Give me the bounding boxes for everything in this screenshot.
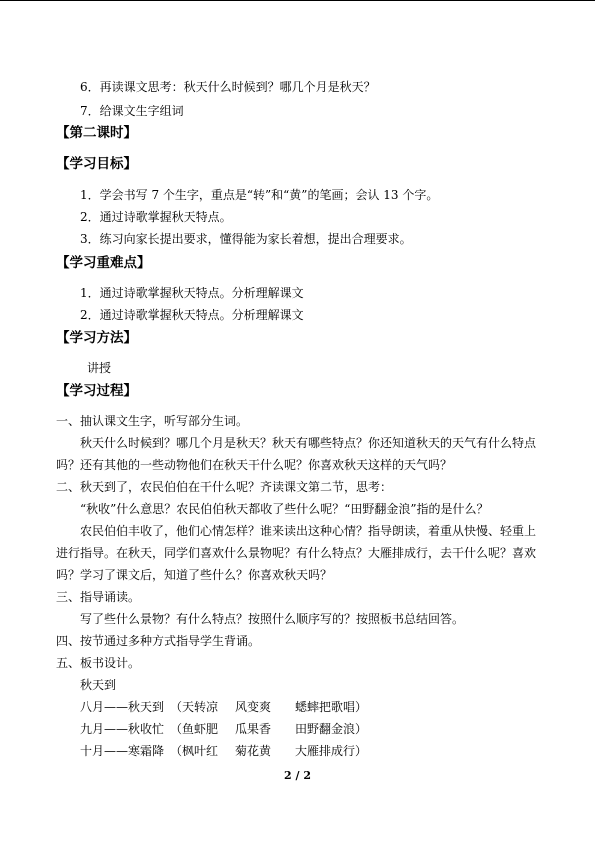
process-line: “秋收”什么意思？农民伯伯秋天都收了些什么呢？“田野翻金浪”指的是什么？ [80, 502, 489, 516]
board-cell: （鱼虾肥 [170, 722, 219, 736]
board-cell: 风变爽 [235, 700, 272, 714]
process-line: 四、按节通过多种方式指导学生背诵。 [56, 634, 261, 648]
process-line: 吗？还有其他的一些动物他们在秋天干什么呢？你喜欢秋天这样的天气吗？ [56, 458, 453, 472]
process-line: 一、抽认课文生字，听写部分生词。 [56, 414, 249, 428]
objective-item: 2．通过诗歌掌握秋天特点。 [80, 210, 232, 224]
section-heading-objectives: 【学习目标】 [56, 156, 137, 172]
board-cell: （枫叶红 [170, 744, 219, 758]
board-month: 九月——秋收忙 [80, 722, 165, 736]
section-heading-key-points: 【学习重难点】 [56, 255, 151, 271]
page-number: 2 / 2 [284, 769, 311, 782]
process-line: 秋天什么时候到？哪几个月是秋天？秋天有哪些特点？你还知道秋天的天气有什么特点 [80, 436, 537, 450]
board-month: 十月——寒霜降 [80, 744, 165, 758]
board-cell: 田野翻金浪） [295, 722, 368, 736]
key-point-item: 1．通过诗歌掌握秋天特点。分析理解课文 [80, 286, 304, 300]
objective-item: 1．学会书写 7 个生字，重点是“转”和“黄”的笔画；会认 13 个字。 [80, 188, 439, 202]
process-line: 二、秋天到了，农民伯伯在干什么呢？齐读课文第二节，思考： [56, 480, 393, 494]
section-heading-lesson2: 【第二课时】 [56, 125, 137, 141]
process-line: 吗？学习了课文后，知道了些什么？你喜欢秋天吗？ [56, 568, 333, 582]
process-line: 五、板书设计。 [56, 656, 141, 670]
methods-text: 讲授 [87, 361, 112, 375]
board-cell: 瓜果香 [235, 722, 272, 736]
key-point-item: 2．通过诗歌掌握秋天特点。分析理解课文 [80, 308, 304, 322]
board-cell: （天转凉 [170, 700, 219, 714]
board-cell: 蟋蟀把歌唱） [295, 700, 368, 714]
process-line: 进行指导。在秋天，同学们喜欢什么景物呢？有什么特点？大雁排成行，去干什么呢？喜欢 [56, 546, 537, 560]
list-item: 6．再读课文思考：秋天什么时候到？哪几个月是秋天？ [80, 80, 376, 94]
board-cell: 菊花黄 [235, 744, 272, 758]
board-title: 秋天到 [80, 678, 117, 692]
board-cell: 大雁排成行） [295, 744, 368, 758]
list-item: 7．给课文生字组词 [80, 104, 184, 118]
objective-item: 3．练习向家长提出要求，懂得能为家长着想，提出合理要求。 [80, 232, 412, 246]
process-line: 三、指导诵读。 [56, 590, 141, 604]
process-line: 农民伯伯丰收了，他们心情怎样？谁来读出这种心情？指导朗读，着重从快慢、轻重上 [80, 524, 537, 538]
section-heading-methods: 【学习方法】 [56, 330, 137, 346]
process-line: 写了些什么景物？有什么特点？按照什么顺序写的？按照板书总结回答。 [80, 612, 465, 626]
section-heading-process: 【学习过程】 [56, 383, 137, 399]
board-month: 八月——秋天到 [80, 700, 165, 714]
